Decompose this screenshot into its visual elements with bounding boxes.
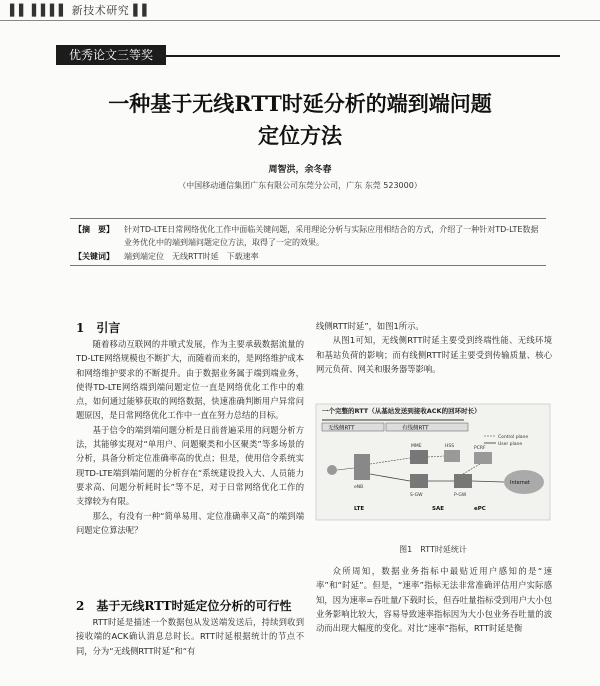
sae-label: SAE [432, 506, 444, 512]
right-column-bottom [316, 564, 552, 635]
enb-node [354, 454, 370, 480]
sgw-label: S-GW [410, 493, 423, 498]
legend-control: Control plane [498, 435, 529, 440]
mme-node [410, 450, 428, 464]
title-line: 一种基于无线RTT时延分析的端到端问题 [108, 91, 492, 116]
award-line [166, 55, 560, 57]
journal-name: 新技术研究 [71, 4, 130, 17]
header-rule [0, 20, 600, 21]
ue-icon [327, 465, 337, 475]
sgw-node [410, 474, 428, 488]
figure-caption: 图1 RTT时延统计 [399, 545, 467, 554]
section1-body [76, 337, 304, 537]
authors: 周智洪，余冬春 [268, 165, 332, 175]
paragraph: 众所周知，数据业务指标中最贴近用户感知的是“速率”和“时延”。但是，“速率”指标无法非常准确评估用户实际感知，因为速率=吞吐量/下载时长，但吞吐量指标受到用户大小包业务影响比较大，容易导致速率指标因为大小包业务吞吐量的波动而出现大幅度的变化。对比“速率”指标，RTT时延是衡 [316, 566, 552, 634]
pcrf-node [474, 452, 492, 464]
paragraph: RTT时延是描述一个数据包从发送端发送后，持续到收到接收端的ACK确认消息总时长。RTT时延根据统计的节点不同，分为“无线侧RTT时延”和“有 [76, 617, 304, 656]
keywords-text: 端到端定位 无线RTT时延 下载速率 [124, 252, 259, 261]
hss-label: HSS [445, 444, 455, 449]
pcrf-label: PCRF [474, 446, 486, 451]
header-marks: ▌▌ ▌▌▌▌ [10, 4, 72, 17]
pgw-node [454, 474, 472, 488]
paragraph: 随着移动互联网的井喷式发展，作为主要承载数据流量的TD-LTE网络规模也不断扩大，而随着而来的，是网络维护成本和网络维护要求的不断提升。由于数据业务属于端到端业务，使得TD-LTE网络端到端问题定位一直是网络优化工作中的难点，如何通过能够获取的网络数据，快速准确判断用户异常问题原因，是日常网络优化工作中一直在努力总结的目标。 [76, 339, 304, 421]
mme-label: MME [411, 444, 422, 449]
right-column-top [316, 319, 552, 376]
rtt-figure [314, 402, 552, 522]
keywords-tag: 【关键词】 [74, 252, 114, 261]
section2-heading: 2 基于无线RTT时延定位分析的可行性 [76, 599, 292, 613]
abstract-tag: 【摘 要】 [74, 225, 114, 234]
lte-label: LTE [354, 506, 365, 512]
enb-label: eNB [354, 485, 364, 490]
internet-label: Internet [510, 480, 530, 486]
wireless-label: 无线侧RTT [328, 425, 355, 432]
wired-label: 有线侧RTT [402, 425, 429, 432]
paragraph: 线侧RTT时延”，如图1所示。 [316, 321, 424, 331]
paper-title [40, 88, 560, 152]
epc-label: ePC [474, 506, 486, 512]
section2-body [76, 615, 304, 658]
abstract-text: 针对TD-LTE日常网络优化工作中面临关键问题，采用理论分析与实际应用相结合的方式，介绍了一种针对TD-LTE数据业务优化中的端到端问题定位方法，取得了一定的效果。 [124, 225, 539, 247]
journal-header: ▌▌ ▌▌▌▌ 新技术研究 ▌▌ [10, 4, 152, 17]
paragraph: 从图1可知，无线侧RTT时延主要受到终端性能、无线环境和基站负荷的影响；而有线侧RTT时延主要受到传输质量、核心网元负荷、网关和服务器等影响。 [316, 335, 552, 374]
figure-frame [316, 404, 550, 520]
figure-title: 一个完整的RTT（从基站发送到接收ACK的回环时长） [322, 407, 481, 415]
pgw-label: P-GW [454, 493, 467, 498]
legend-user: User plane [498, 442, 523, 447]
paragraph: 那么，有没有一种“简单易用、定位准确率又高”的端到端问题定位算法呢？ [76, 510, 304, 535]
section1-heading: 1 引言 [76, 321, 121, 335]
title-line: 定位方法 [258, 123, 342, 148]
paragraph: 基于信令的端到端问题分析是日前普遍采用的问题分析方法，其能够实现对“单用户、问题聚类和小区聚类”等多场景的分析，具备分析定位准确率高的优点；但是，使用信令系统实现TD-LTE端到端问题的分析存在“系统建设投入大、人员能力要求高、问题分析耗时长”等不足，对于日常网络优化工作的支撑较为有限。 [76, 424, 304, 507]
hss-node [444, 450, 460, 462]
abstract-box [70, 218, 546, 266]
affiliation: （中国移动通信集团广东有限公司东莞分公司，广东 东莞 523000） [178, 181, 422, 190]
award-banner: 优秀论文三等奖 [56, 45, 166, 65]
